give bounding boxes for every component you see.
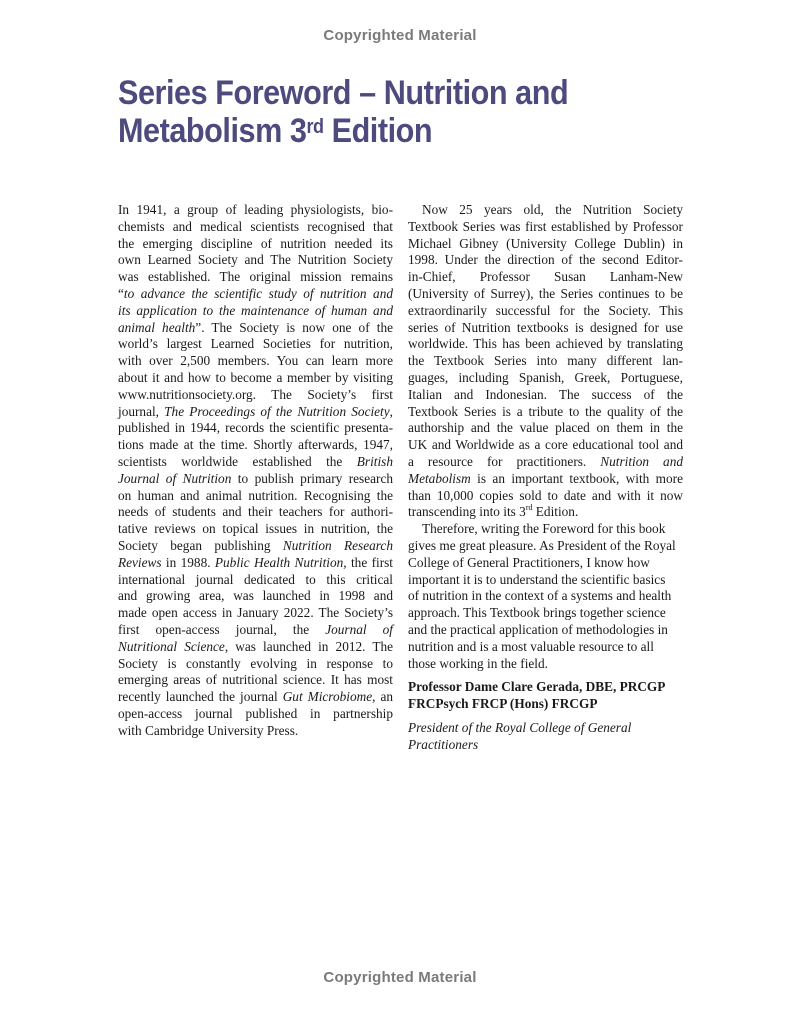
- text-line: [118, 303, 393, 320]
- text-run: is an important textbook, with more: [470, 470, 683, 486]
- text-line: [118, 689, 393, 706]
- signature-role: President of the Royal College of General: [408, 719, 632, 735]
- text-line: Textbook Series is a tribute to the quality of the: [408, 403, 683, 419]
- journal-title: Reviews: [118, 554, 162, 570]
- text-line: [408, 471, 683, 488]
- journal-title: Journal of Nutrition: [118, 470, 232, 486]
- title-line-2a: Metabolism 3: [118, 112, 307, 150]
- right-column: [408, 202, 683, 754]
- text-line: [118, 639, 393, 656]
- left-column: [118, 202, 393, 740]
- text-line: of nutrition in the context of a systems and health: [408, 588, 672, 604]
- superscript: rd: [525, 503, 533, 513]
- text-run: journal,: [118, 403, 165, 419]
- text-line: Textbook Series was first established by Professor: [408, 218, 683, 234]
- text-run: , the first: [343, 554, 393, 570]
- text-line: guages, including Spanish, Greek, Portuguese,: [408, 369, 683, 385]
- text-line: Now 25 years old, the Nutrition Society: [422, 202, 683, 217]
- journal-title: Nutrition Research: [282, 537, 393, 553]
- text-line: In 1941, a group of leading physiologists, bio-: [118, 202, 393, 217]
- text-run: transcending into its 3: [408, 504, 526, 520]
- text-line: open-access journal published in partnership: [118, 705, 393, 721]
- text-line: Therefore, writing the Foreword for this book: [422, 521, 666, 537]
- spacer: [408, 672, 683, 679]
- text-line: [118, 320, 393, 337]
- text-line: [118, 404, 393, 421]
- text-line: the emerging discipline of nutrition needed its: [118, 235, 393, 251]
- text-line: tative reviews on topical issues in nutrition, the: [118, 521, 393, 537]
- text-line: important it is to understand the scientific basics: [408, 571, 666, 587]
- journal-title: Gut Microbiome: [282, 689, 373, 705]
- text-line: in-Chief, Professor Susan Lanham-New: [408, 269, 683, 285]
- title-line-1: Series Foreword – Nutrition and: [118, 74, 569, 112]
- text-line: [408, 504, 683, 521]
- text-run: , was launched in 2012. The: [224, 638, 393, 654]
- text-line: [408, 454, 683, 471]
- journal-title: British: [356, 453, 393, 469]
- text-line: tions made at the time. Shortly afterwards, 1947,: [118, 437, 393, 453]
- text-line: www.nutritionsociety.org. The Society’s first: [118, 386, 393, 402]
- text-line: chemists and medical scientists recognised that: [118, 218, 393, 234]
- text-line: [118, 622, 393, 639]
- text-line: own Learned Society and The Nutrition Society: [118, 252, 393, 268]
- text-run: ,: [389, 403, 393, 419]
- text-line: extraordinarily successful for the Society. This: [408, 302, 683, 318]
- text-run: in 1988.: [161, 554, 215, 570]
- copyright-watermark-bottom: Copyrighted Material: [323, 969, 477, 986]
- text-run: “: [118, 285, 124, 301]
- text-run: Edition.: [532, 504, 579, 520]
- text-line: UK and Worldwide as a core educational tool and: [408, 437, 683, 453]
- spacer: [408, 713, 683, 720]
- title-superscript: rd: [306, 116, 324, 138]
- signature-credentials: FRCPsych FRCP (Hons) FRCGP: [408, 696, 598, 712]
- text-line: published in 1944, records the scientific presenta-: [118, 420, 393, 436]
- book-title: Nutrition and: [600, 453, 683, 469]
- text-line: Italian and Indonesian. The success of the: [408, 386, 683, 402]
- text-run: ”. The Society is now one of the: [195, 319, 393, 335]
- page-title: [118, 74, 622, 150]
- text-line: [118, 555, 393, 572]
- mission-quote: to advance the scientific study of nutrition and: [123, 285, 393, 301]
- text-line: with over 2,500 members. You can learn more: [118, 353, 393, 369]
- text-line: College of General Practitioners, I know how: [408, 554, 650, 570]
- text-line: than 10,000 copies sold to date and with it now: [408, 487, 683, 503]
- text-line: emerging areas of nutritional science. It has most: [118, 672, 393, 688]
- signature-name: Professor Dame Clare Gerada, DBE, PRCGP: [408, 679, 666, 695]
- signature-role: Practitioners: [408, 736, 479, 752]
- text-line: (University of Surrey), the Series continues to be: [408, 285, 683, 301]
- mission-quote: animal health: [118, 319, 196, 335]
- text-line: made open access in January 2022. The Society’s: [118, 605, 393, 621]
- text-line: with Cambridge University Press.: [118, 722, 299, 738]
- journal-title: Nutritional Science: [118, 638, 225, 654]
- text-run: to publish primary research: [231, 470, 393, 486]
- text-line: [118, 471, 393, 488]
- text-run: Society began publishing: [118, 537, 283, 553]
- text-run: scientists worldwide established the: [118, 453, 357, 469]
- text-line: was established. The original mission remains: [118, 269, 393, 285]
- text-line: approach. This Textbook brings together science: [408, 605, 666, 621]
- text-run: recently launched the journal: [118, 689, 283, 705]
- text-line: gives me great pleasure. As President of the Royal: [408, 537, 676, 553]
- text-line: worldwide. This has been achieved by translating: [408, 336, 683, 352]
- text-line: those working in the field.: [408, 655, 548, 671]
- text-run: first open-access journal, the: [118, 621, 326, 637]
- copyright-watermark-top: Copyrighted Material: [323, 27, 477, 44]
- journal-title: Public Health Nutrition: [214, 554, 344, 570]
- text-line: and the practical application of methodologies in: [408, 621, 668, 637]
- title-line-2b: Edition: [323, 112, 433, 150]
- text-line: Michael Gibney (University College Dublin) in: [408, 235, 683, 251]
- text-line: Society is constantly evolving in response to: [118, 655, 393, 671]
- text-line: nutrition and is a most valuable resource to all: [408, 638, 654, 654]
- text-line: [118, 538, 393, 555]
- text-line: series of Nutrition textbooks is designed for use: [408, 319, 683, 335]
- text-line: about it and how to become a member by visiting: [118, 369, 393, 385]
- text-line: [118, 454, 393, 471]
- book-title: Metabolism: [408, 470, 471, 486]
- text-line: international journal dedicated to this critical: [118, 571, 393, 587]
- text-line: needs of students and their teachers for authori-: [118, 504, 393, 520]
- text-line: 1998. Under the direction of the second Editor-: [408, 252, 683, 268]
- text-line: authorship and the value placed on them in the: [408, 420, 683, 436]
- text-line: world’s largest Learned Societies for nutrition,: [118, 336, 393, 352]
- text-line: and growing area, was launched in 1998 and: [118, 588, 393, 604]
- text-run: a resource for practitioners.: [408, 453, 601, 469]
- mission-quote: its application to the maintenance of human and: [118, 302, 393, 318]
- text-line: [118, 286, 393, 303]
- text-line: on human and animal nutrition. Recognising the: [118, 487, 393, 503]
- text-line: the Textbook Series into many different lan-: [408, 353, 683, 369]
- text-run: , an: [372, 689, 393, 705]
- journal-title: Journal of: [325, 621, 393, 637]
- journal-title: The Proceedings of the Nutrition Society: [164, 403, 390, 419]
